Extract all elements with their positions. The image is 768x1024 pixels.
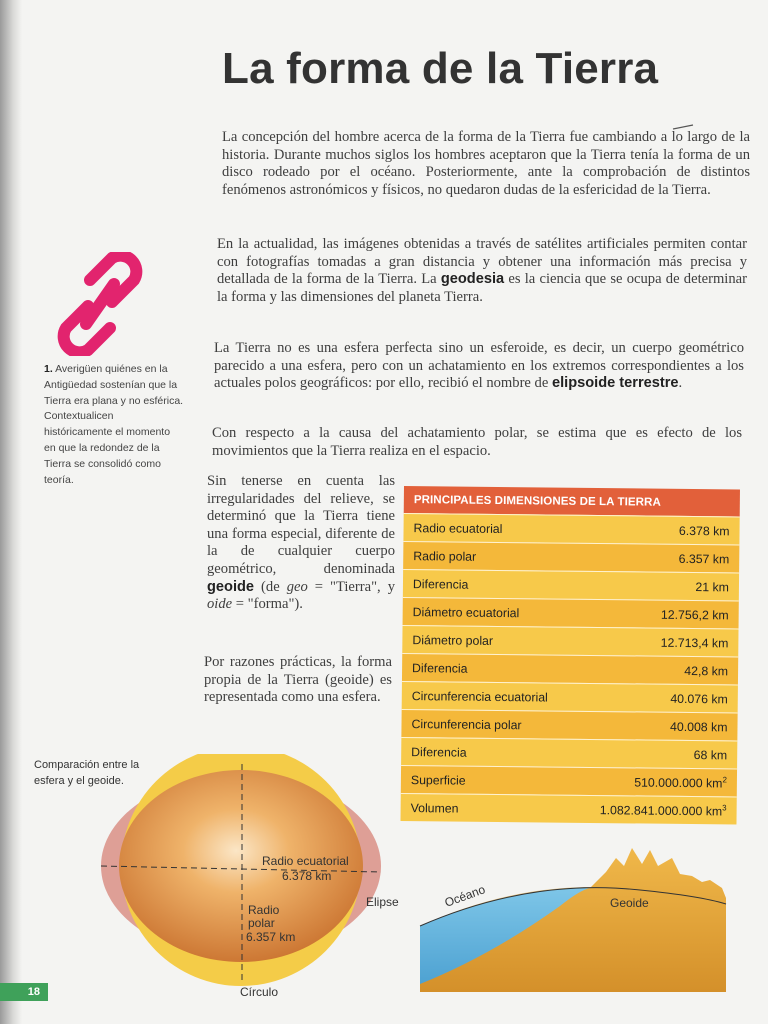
table-row-value: 40.076 km bbox=[670, 691, 728, 706]
activity-text: 1. Averigüen quiénes en la Antigüedad sostenían que la Tierra era plana y no esférica. Contextualicen históricamente el momento en que la redondez de la Tierra se consolidó como teoría. bbox=[44, 363, 184, 486]
table-row-value: 6.378 km bbox=[678, 523, 730, 538]
table-row-label: Superficie bbox=[410, 772, 466, 788]
activity-number: 1. bbox=[44, 363, 53, 375]
table-row bbox=[401, 709, 737, 741]
table-row bbox=[403, 597, 739, 629]
table-row-value: 12.713,4 km bbox=[660, 635, 729, 650]
dimensions-table-header: PRINCIPALES DIMENSIONES DE LA TIERRA bbox=[404, 486, 740, 517]
page-binding-shadow bbox=[0, 0, 22, 1024]
table-row-label: Diferencia bbox=[412, 660, 468, 676]
elipsoide-term: elipsoide terrestre bbox=[551, 375, 679, 392]
globe-caption: Comparación entre la esfera y el geoide. bbox=[34, 759, 140, 787]
geodesia-term: geodesia bbox=[440, 271, 505, 288]
table-row-label: Diferencia bbox=[412, 576, 469, 592]
page-title: La forma de la Tierra bbox=[222, 44, 659, 93]
dimensions-table bbox=[400, 486, 739, 825]
table-row-value: 68 km bbox=[693, 747, 728, 762]
representacion-paragraph: Por razones prácticas, la forma propia de la Tierra (geoide) es representada como una esfera. bbox=[204, 654, 392, 706]
radio-ecuatorial-label: Radio ecuatorial bbox=[262, 854, 349, 868]
table-row bbox=[402, 653, 738, 685]
table-row bbox=[402, 681, 738, 713]
geoide-label: Geoide bbox=[610, 896, 649, 910]
table-row-value: 42,8 km bbox=[684, 663, 729, 678]
radio-polar-value: 6.357 km bbox=[246, 930, 296, 944]
table-row-value: 40.008 km bbox=[670, 719, 728, 734]
table-row bbox=[401, 765, 737, 797]
radio-polar-label-2: polar bbox=[248, 916, 275, 930]
table-row-label: Diámetro ecuatorial bbox=[412, 604, 520, 620]
table-row-label: Diferencia bbox=[411, 744, 467, 760]
table-row bbox=[401, 737, 737, 769]
table-row-label: Circunferencia ecuatorial bbox=[411, 688, 548, 705]
table-row-label: Radio polar bbox=[413, 548, 477, 564]
table-row bbox=[403, 513, 739, 545]
radio-ecuatorial-value: 6.378 km bbox=[282, 869, 332, 883]
table-row bbox=[400, 793, 736, 825]
geodesia-paragraph: En la actualidad, las imágenes obtenidas a través de satélites artificiales permiten contar con fotografías tomadas a gran distancia y obtener una información más precisa y detallada de la forma de la Tierra. La geodesia es la ciencia que se ocupa de determinar la forma y las dimensiones del planeta Tierra. bbox=[217, 236, 747, 305]
oceano-label: Océano bbox=[442, 882, 487, 910]
elipsoide-paragraph: La Tierra no es una esfera perfecta sino un esferoide, es decir, un cuerpo geométrico parecido a una esfera, pero con un achatamiento en los extremos correspondientes a los actuales polos geográficos: por ello, recibió el nombre de elipsoide terrestre. bbox=[214, 340, 744, 392]
sphere-geoid-diagram bbox=[96, 754, 426, 1010]
table-row bbox=[403, 541, 739, 573]
table-row-value: 12.756,2 km bbox=[660, 607, 729, 622]
achatamiento-paragraph: Con respecto a la causa del achatamiento polar, se estima que es efecto de los movimientos que la Tierra realiza en el espacio. bbox=[212, 425, 742, 459]
geoide-term: geoide bbox=[207, 578, 255, 595]
table-row bbox=[402, 625, 738, 657]
link-icon bbox=[40, 252, 160, 356]
page-number: 18 bbox=[0, 983, 48, 1001]
table-row bbox=[403, 569, 739, 601]
table-row-value: 510.000.000 $km^2$ bbox=[634, 775, 727, 791]
table-row-value: 1.082.841.000.000 $km^3$ bbox=[599, 803, 727, 819]
table-row-value: 21 km bbox=[695, 579, 730, 594]
geoide-paragraph: Sin tenerse en cuenta las irregularidades del relieve, se determinó que la Tierra tiene una forma especial, diferente de la de cualquier cuerpo geométrico, denominada geoide (de geo = "Tierra", y oide = "forma"). bbox=[207, 473, 396, 613]
geoid-profile-diagram bbox=[410, 836, 740, 996]
elipse-label: Elipse bbox=[366, 895, 399, 909]
table-row-label: Radio ecuatorial bbox=[413, 520, 503, 536]
circulo-label: Círculo bbox=[240, 985, 279, 999]
table-row-label: Volumen bbox=[410, 800, 459, 816]
table-row-value: 6.357 km bbox=[678, 551, 730, 566]
intro-paragraph: La concepción del hombre acerca de la forma de la Tierra fue cambiando a lo largo de la historia. Durante muchos siglos los hombres aceptaron que la Tierra tenía la forma de un disco rodeado por el océano. Posteriormente, ante la comprobación de distintos fenómenos astronómicos y físicos, no quedaron dudas de la esfericidad de la Tierra. bbox=[222, 129, 750, 198]
radio-polar-label-1: Radio bbox=[248, 903, 280, 917]
table-row-label: Diámetro polar bbox=[412, 632, 494, 648]
table-row-label: Circunferencia polar bbox=[411, 716, 522, 732]
